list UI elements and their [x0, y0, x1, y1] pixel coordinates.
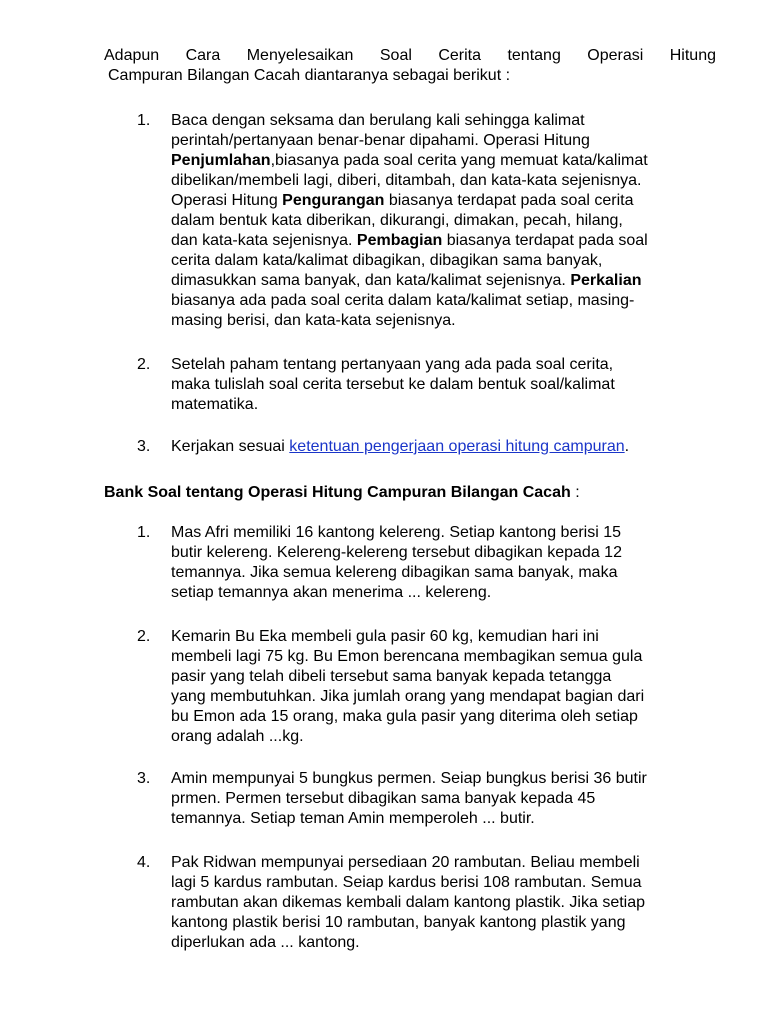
text-span: dimasukkan sama banyak, dan kata/kalimat sejenisnya.	[171, 272, 571, 289]
text-line: Amin mempunyai 5 bungkus permen. Seiap bungkus berisi 36 butir	[171, 770, 647, 787]
operasi-hitung-link[interactable]: ketentuan pengerjaan operasi hitung campuran	[289, 438, 625, 455]
bold-term: Pembagian	[356, 232, 443, 249]
question-item	[0, 853, 731, 953]
text-line: Setelah paham tentang pertanyaan yang ada pada soal cerita,	[171, 356, 614, 373]
text-line: setiap temannya akan menerima ... kelereng.	[171, 584, 492, 601]
text-line: matematika.	[171, 396, 259, 413]
text-span: ,biasanya pada soal cerita yang memuat kata/kalimat	[270, 152, 648, 169]
bank-soal-list	[0, 523, 731, 953]
text-line: Pak Ridwan mempunyai persediaan 20 rambutan. Beliau membeli	[171, 854, 640, 871]
text-line: rambutan akan dikemas kembali dalam kantong plastik. Jika setiap	[171, 894, 646, 911]
question-item	[0, 769, 731, 829]
question-text	[171, 853, 731, 953]
text-line: diperlukan ada ... kantong.	[171, 934, 360, 951]
bold-term: Perkalian	[570, 272, 642, 289]
question-number: 2.	[137, 628, 151, 645]
text-line: temannya. Jika semua kelereng dibagikan sama banyak, maka	[171, 564, 618, 581]
text-line: biasanya ada pada soal cerita dalam kata/kalimat setiap, masing-	[171, 292, 635, 309]
text-line: Mas Afri memiliki 16 kantong kelereng. Setiap kantong berisi 15	[171, 524, 622, 541]
step-number: 1.	[137, 112, 151, 129]
intro-line: Campuran Bilangan Cacah diantaranya sebagai berikut :	[108, 67, 511, 84]
step-item	[0, 355, 731, 415]
text-span: :	[570, 484, 580, 501]
text-line	[171, 271, 731, 291]
step-item	[0, 111, 731, 331]
step-item	[0, 437, 731, 457]
step-number: 3.	[137, 438, 151, 455]
text-span: biasanya terdapat pada soal	[442, 232, 648, 249]
question-number: 4.	[137, 854, 151, 871]
step-text	[171, 437, 731, 457]
text-line: prmen. Permen tersebut dibagikan sama banyak kepada 45	[171, 790, 596, 807]
text-line	[171, 231, 731, 251]
text-span: .	[624, 438, 630, 455]
question-item	[0, 523, 731, 603]
step-text	[171, 355, 731, 415]
text-line	[171, 151, 731, 171]
step-text	[171, 111, 731, 331]
question-text	[171, 769, 731, 829]
text-span: biasanya terdapat pada soal cerita	[384, 192, 634, 209]
text-line: maka tulislah soal cerita tersebut ke dalam bentuk soal/kalimat	[171, 376, 615, 393]
text-span: Operasi Hitung	[171, 192, 283, 209]
text-line: membeli lagi 75 kg. Bu Emon berencana membagikan semua gula	[171, 648, 643, 665]
question-text	[171, 627, 731, 747]
text-line: yang membutuhkan. Jika jumlah orang yang mendapat bagian dari	[171, 688, 645, 705]
text-line: cerita dalam kata/kalimat dibagikan, dibagikan sama banyak,	[171, 252, 603, 269]
question-item	[0, 627, 731, 747]
text-line: lagi 5 kardus rambutan. Seiap kardus berisi 108 rambutan. Semua	[171, 874, 642, 891]
text-line	[171, 437, 731, 457]
question-text	[171, 523, 731, 603]
question-number: 3.	[137, 770, 151, 787]
text-line: bu Emon ada 15 orang, maka gula pasir yang diterima oleh setiap	[171, 708, 638, 725]
text-line: Baca dengan seksama dan berulang kali sehingga kalimat	[171, 112, 585, 129]
step-number: 2.	[137, 356, 151, 373]
text-line: butir kelereng. Kelereng-kelereng tersebut dibagikan kepada 12	[171, 544, 622, 561]
text-line: dalam bentuk kata diberikan, dikurangi, dimakan, pecah, hilang,	[171, 212, 623, 229]
text-line	[171, 191, 731, 211]
text-line: kantong plastik berisi 10 rambutan, banyak kantong plastik yang	[171, 914, 626, 931]
bold-term: Pengurangan	[282, 192, 385, 209]
bank-soal-heading	[104, 483, 580, 503]
text-line: masing berisi, dan kata-kata sejenisnya.	[171, 312, 456, 329]
text-line: Kemarin Bu Eka membeli gula pasir 60 kg, kemudian hari ini	[171, 628, 599, 645]
intro-paragraph	[104, 46, 716, 86]
text-line: dibelikan/membeli lagi, diberi, ditambah, dan kata-kata sejenisnya.	[171, 172, 642, 189]
bank-title-bold: Bank Soal tentang Operasi Hitung Campuran Bilangan Cacah	[104, 484, 571, 501]
bold-term: Penjumlahan	[171, 152, 271, 169]
text-line: perintah/pertanyaan benar-benar dipahami. Operasi Hitung	[171, 132, 590, 149]
text-span: Kerjakan sesuai	[171, 438, 290, 455]
text-line: orang adalah ...kg.	[171, 728, 304, 745]
text-line: temannya. Setiap teman Amin memperoleh ... butir.	[171, 810, 535, 827]
text-line: pasir yang telah dibeli tersebut sama banyak kepada tetangga	[171, 668, 612, 685]
steps-list	[0, 111, 731, 457]
intro-line: Adapun Cara Menyelesaikan Soal Cerita tentang Operasi Hitung	[104, 47, 716, 64]
text-span: dan kata-kata sejenisnya.	[171, 232, 357, 249]
question-number: 1.	[137, 524, 151, 541]
